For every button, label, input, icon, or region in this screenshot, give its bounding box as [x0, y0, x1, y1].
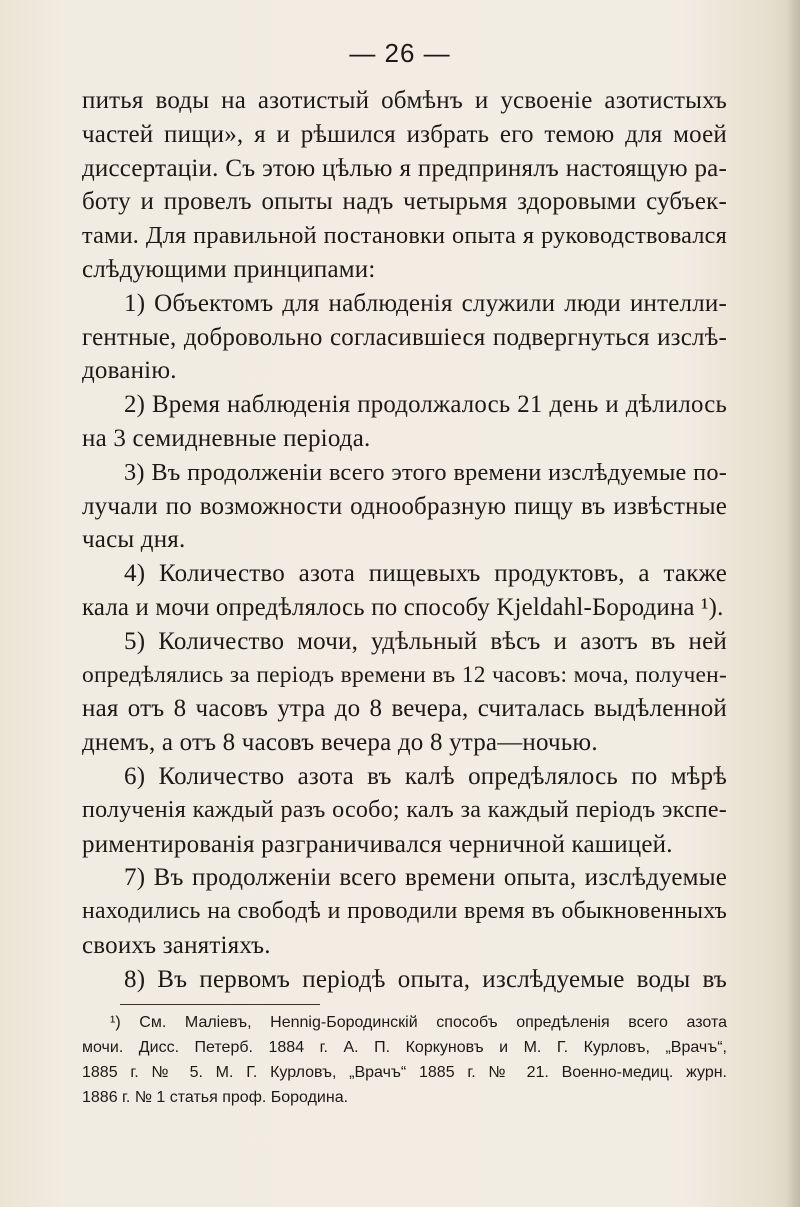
text-line: частей пищи», я и рѣшился избрать его темою для моей	[82, 120, 727, 148]
list-item-5: 5) Количество мочи, удѣльный вѣсъ и азотъ въ ней	[124, 627, 727, 655]
list-item-8: 8) Въ первомъ періодѣ опыта, изслѣдуемые воды въ	[124, 965, 727, 993]
text-line: находились на свободѣ и проводили время въ обыкновенныхъ	[82, 898, 727, 925]
text-line: тами. Для правильной постановки опыта я руководствовался	[82, 222, 727, 250]
text-line: диссертаціи. Съ этою цѣлью я предпринялъ настоящую ра-	[82, 154, 727, 182]
text-line: гентные, добровольно согласившіеся подвергнуться изслѣ-	[82, 323, 727, 351]
text-line: на 3 семидневные періода.	[82, 424, 371, 452]
footnote-line: 1885 г. № 5. М. Г. Курловъ, „Врачъ“ 1885 г. № 21. Военно-медиц. журн.	[82, 1064, 727, 1081]
text-line: кала и мочи опредѣлялось по способу Kjeldahl-Бородина ¹).	[82, 593, 724, 621]
text-line: слѣдующими принципами:	[82, 255, 376, 283]
text-line: риментированія разграничивался черничной кашицей.	[82, 830, 673, 858]
list-item-6: 6) Количество азота въ калѣ опредѣлялось по мѣрѣ	[124, 762, 727, 790]
main-text	[82, 84, 727, 997]
footnote-line: мочи. Дисс. Петерб. 1884 г. А. П. Коркуновъ и М. Г. Курловъ, „Врачъ“,	[82, 1039, 727, 1056]
footnote-divider	[120, 1004, 320, 1005]
footnote-line: 1886 г. № 1 статья проф. Бородина.	[82, 1089, 349, 1106]
list-item-4: 4) Количество азота пищевыхъ продуктовъ, а также	[124, 560, 727, 588]
text-line: питья воды на азотистый обмѣнъ и усвоеніе азотистыхъ	[82, 87, 727, 114]
text-line: своихъ занятіяхъ.	[82, 931, 271, 959]
footnote	[82, 1010, 727, 1110]
page-number: — 26 —	[349, 38, 451, 68]
list-item-1: 1) Объектомъ для наблюденія служили люди интелли-	[124, 289, 727, 317]
text-line: днемъ, а отъ 8 часовъ вечера до 8 утра—ночью.	[82, 729, 598, 757]
text-line: часы дня.	[82, 526, 186, 554]
text-line: дованію.	[82, 357, 177, 385]
list-item-3: 3) Въ продолженіи всего этого времени изслѣдуемые по-	[124, 458, 727, 486]
text-line: полученія каждый разъ особо; калъ за каждый періодъ экспе-	[82, 796, 727, 823]
list-item-7: 7) Въ продолженіи всего времени опыта, изслѣдуемые	[124, 864, 727, 892]
text-line: ная отъ 8 часовъ утра до 8 вечера, считалась выдѣленной	[82, 695, 727, 723]
text-line: боту и провелъ опыты надъ четырьмя здоровыми субъек-	[82, 188, 727, 216]
text-line: опредѣлялись за періодъ времени въ 12 часовъ: моча, получен-	[82, 661, 727, 688]
page-edge-shadow	[786, 0, 800, 1207]
text-line: лучали по возможности однообразную пищу въ извѣстные	[82, 492, 727, 520]
list-item-2: 2) Время наблюденія продолжалось 21 день и дѣлилось	[124, 391, 727, 419]
footnote-line: ¹) См. Маліевъ, Hennig-Бородинскій способъ опредѣленія всего азота	[110, 1014, 727, 1031]
